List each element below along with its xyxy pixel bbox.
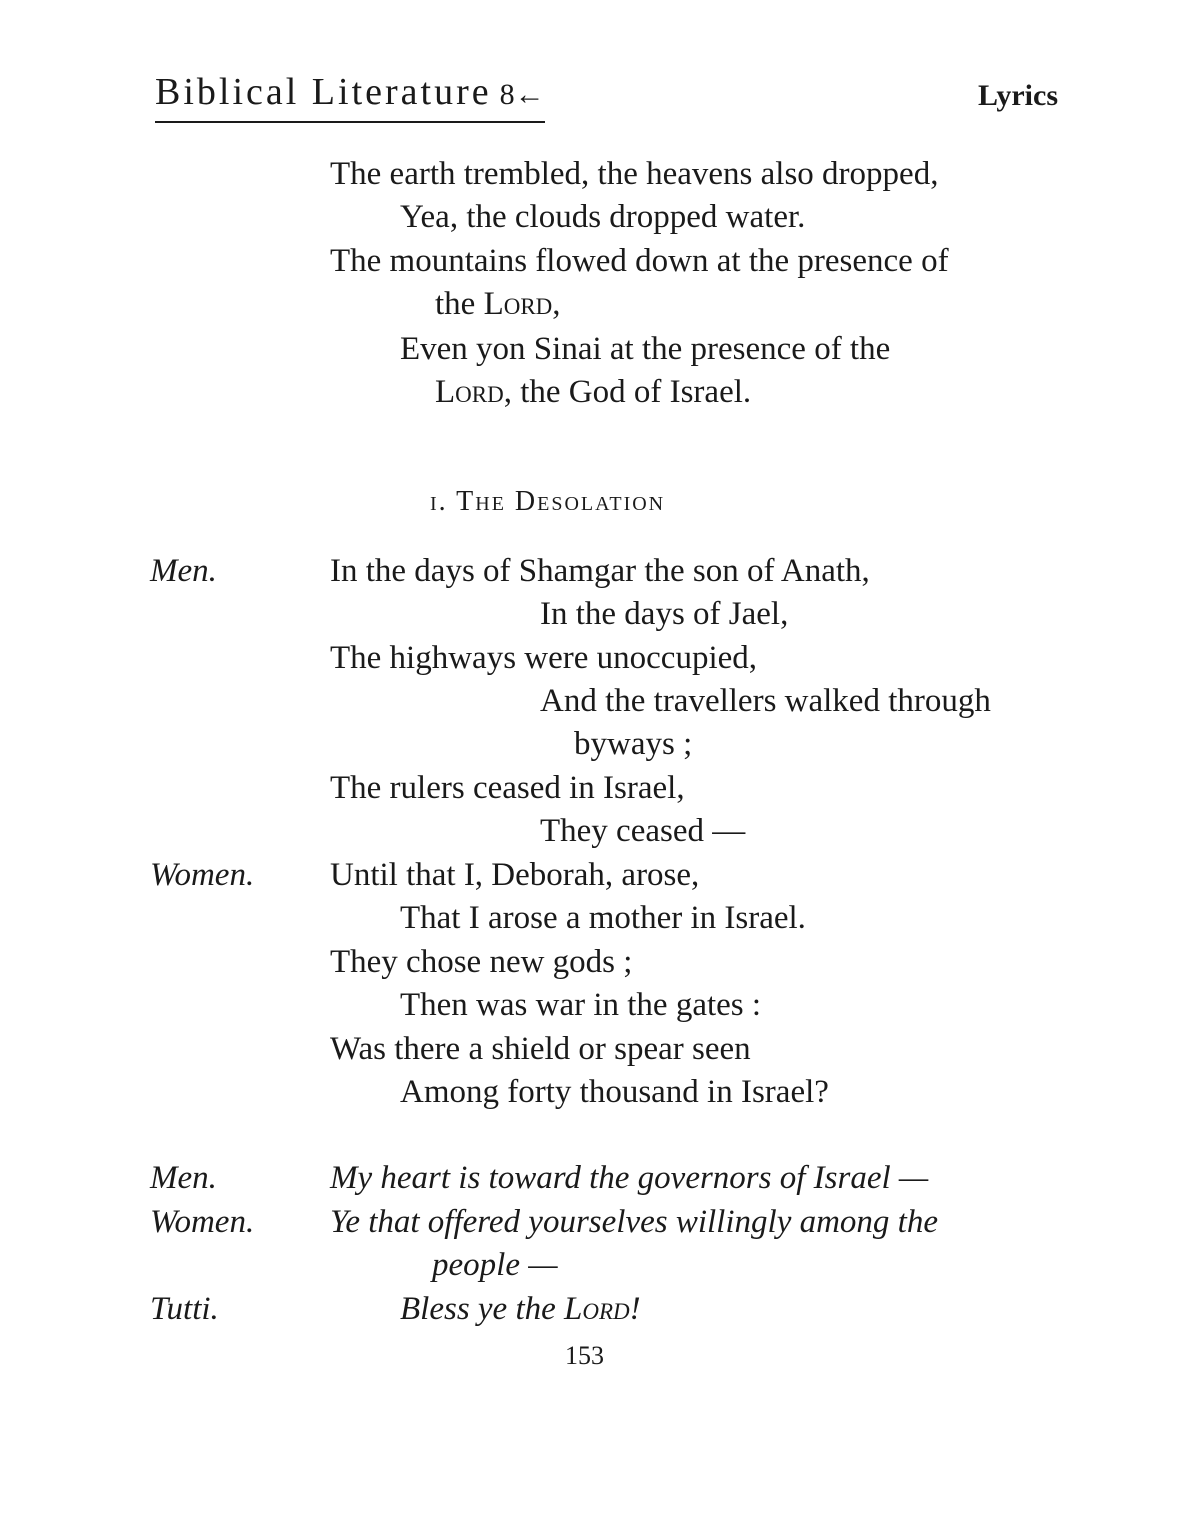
refrain-line: Ye that offered yourselves willingly among the (330, 1204, 938, 1240)
refrain-line: people — (432, 1247, 558, 1283)
small-caps-lord: Lord (483, 286, 553, 322)
verse-text: , (552, 286, 561, 322)
speaker-label: Men. (150, 553, 217, 589)
verse-line: Until that I, Deborah, arose, (330, 857, 700, 893)
small-caps-lord: Lord (435, 374, 504, 410)
small-caps-lord: Lord (564, 1291, 630, 1327)
speaker-label: Women. (150, 1204, 255, 1240)
speaker-label: Women. (150, 857, 255, 893)
verse-line: They chose new gods ; (330, 944, 633, 980)
verse-line: Was there a shield or spear seen (330, 1031, 751, 1067)
section-title: i. The Desolation (430, 486, 666, 517)
refrain-text: ! (629, 1291, 641, 1327)
verse-line (435, 284, 561, 324)
verse-line: Among forty thousand in Israel? (400, 1074, 829, 1110)
verse-text: , the God of Israel. (503, 374, 752, 410)
verse-line: The earth trembled, the heavens also dropped, (330, 156, 939, 192)
refrain-line: My heart is toward the governors of Israel — (330, 1160, 929, 1196)
running-head-text: Biblical Literature (155, 71, 492, 113)
verse-line: In the days of Jael, (540, 596, 789, 632)
verse-line: That I arose a mother in Israel. (400, 900, 806, 936)
running-head-title (155, 70, 545, 123)
running-head-section: Lyrics (978, 79, 1058, 112)
verse-line: Yea, the clouds dropped water. (400, 199, 806, 235)
verse-line: The mountains flowed down at the presence of (330, 243, 949, 279)
refrain-text: Bless ye the (400, 1291, 565, 1327)
speaker-label: Men. (150, 1160, 217, 1196)
verse-line: In the days of Shamgar the son of Anath, (330, 553, 870, 589)
verse-text: the (435, 286, 484, 322)
verse-line: The rulers ceased in Israel, (330, 770, 685, 806)
verse-line: Then was war in the gates : (400, 987, 762, 1023)
speaker-label: Tutti. (150, 1291, 219, 1327)
ornament-icon: 8← (499, 78, 545, 111)
verse-line: They ceased — (540, 813, 746, 849)
page-number: 153 (565, 1341, 604, 1370)
verse-line: The highways were unoccupied, (330, 640, 758, 676)
verse-line: Even yon Sinai at the presence of the (400, 331, 891, 367)
verse-line: byways ; (574, 726, 693, 762)
verse-line (435, 372, 751, 412)
verse-line: And the travellers walked through (540, 683, 991, 719)
refrain-line (400, 1289, 641, 1329)
